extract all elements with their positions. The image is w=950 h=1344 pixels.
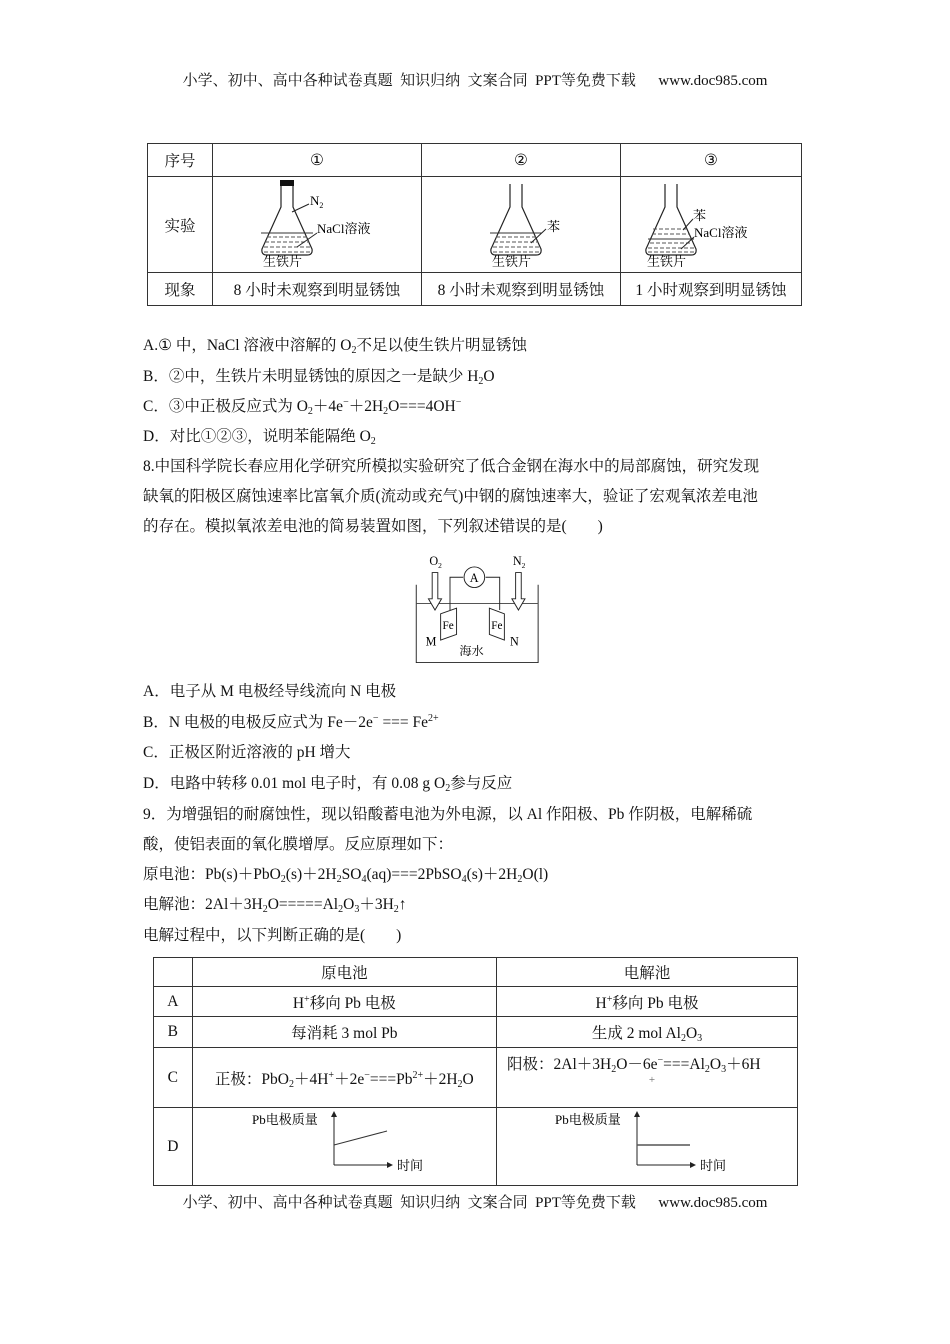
subscript: 2	[704, 1064, 710, 1075]
superscript: +	[304, 993, 310, 1005]
subscript: 2	[457, 1078, 463, 1090]
text-segment: ＋2H	[423, 1070, 458, 1088]
subscript: 2	[280, 874, 286, 885]
text-segment: 生成 2 mol Al	[591, 1025, 681, 1042]
subscript: 2	[338, 904, 344, 915]
electrolytic-cell	[497, 1017, 798, 1048]
text-segment: 电解过程中，以下判断正确的是( )	[143, 927, 402, 944]
page-footer: 小学、初中、高中各种试卷真题 知识归纳 文案合同 PPT等免费下载 www.doc985.com	[182, 1195, 768, 1211]
subscript: 4	[461, 874, 467, 885]
superscript: −	[364, 1069, 370, 1081]
q8-option-2	[143, 743, 351, 763]
text-segment: 参与反应	[450, 775, 513, 792]
text-segment: B．②中，生铁片未明显锈蚀的原因之一是缺少 H	[143, 368, 479, 385]
text-segment: SO	[341, 866, 362, 883]
text-segment: D．电路中转移 0.01 mol 电子时，有 0.08 g O	[143, 775, 446, 792]
q9-stem-line-3	[143, 895, 407, 915]
row-label: A	[154, 987, 193, 1017]
nacl-label: NaCl溶液	[317, 221, 371, 236]
q9-stem-line-1	[143, 835, 453, 855]
y-axis-label: Pb电极质量	[555, 1112, 621, 1127]
text-segment: 8.中国科学院长春应用化学研究所模拟实验研究了低合金钢在海水中的局部腐蚀，研究发现	[143, 458, 760, 475]
text-segment: 酸，使铝表面的氧化膜增厚。反应原理如下：	[143, 836, 454, 853]
table-row	[154, 987, 798, 1017]
text-segment: (aq)===2PbSO	[366, 866, 462, 883]
text-segment: O－6e	[616, 1056, 658, 1073]
subscript: 4	[361, 874, 367, 885]
text-segment: O	[462, 1070, 474, 1088]
subscript: 2	[445, 783, 451, 794]
subscript: 2	[370, 436, 376, 447]
text-segment: ＋4e	[312, 398, 344, 415]
text-segment: O	[685, 1025, 698, 1042]
iron-label: 生铁片	[263, 254, 303, 267]
benzene-label: 苯	[547, 219, 561, 234]
electrolysis-table	[153, 957, 798, 1186]
q7-option-0	[143, 336, 527, 356]
experiment-table	[147, 143, 802, 306]
increasing-line	[334, 1131, 387, 1145]
y-axis-label: Pb电极质量	[252, 1112, 319, 1127]
q7-option-1	[143, 367, 495, 387]
subscript: 2	[351, 345, 357, 356]
q8-stem-line-2	[143, 517, 603, 537]
text-segment: 移向 Pb 电极	[612, 994, 699, 1012]
row-header-phen: 现象	[148, 273, 213, 306]
header-electrolytic: 电解池	[497, 958, 798, 987]
col-3: ③	[621, 144, 802, 177]
text-segment: 的存在。模拟氧浓差电池的简易装置如图，下列叙述错误的是( )	[143, 518, 603, 535]
superscript: −	[372, 713, 379, 724]
electrolytic-graph-cell	[497, 1108, 798, 1186]
superscript: −	[657, 1055, 664, 1066]
subscript: 2	[517, 874, 523, 885]
text-segment: A．电子从 M 电极经导线流向 N 电极	[143, 683, 397, 700]
subscript: 2	[611, 1064, 617, 1075]
table-row	[154, 1108, 798, 1186]
m-label: M	[425, 634, 437, 649]
n2-label: $N_2$	[512, 554, 526, 570]
text-segment: ＋6H	[726, 1056, 761, 1073]
flask-1-cell	[213, 177, 422, 273]
superscript: 2+	[412, 1069, 424, 1081]
text-segment: O	[483, 368, 495, 385]
o2-label: $O_2$	[429, 554, 442, 570]
galvanic-cell	[192, 1017, 496, 1048]
table-row	[154, 1048, 798, 1108]
text-segment: 每消耗 3 mol Pb	[291, 1025, 398, 1042]
seawater-label: 海水	[459, 644, 484, 659]
q8-stem-line-1	[143, 487, 758, 507]
subscript: 2	[288, 1078, 294, 1090]
text-segment: 原电池：Pb(s)＋PbO	[143, 866, 281, 883]
flask-3-cell	[621, 177, 802, 273]
electrolytic-cell	[497, 987, 798, 1017]
o2-arrow-icon	[428, 573, 441, 611]
table-row	[154, 1017, 798, 1048]
iron-label: 生铁片	[647, 254, 687, 267]
q8-stem-line-0	[143, 457, 759, 477]
subscript: 2	[680, 1033, 686, 1044]
text-segment: O	[343, 896, 355, 913]
superscript: +	[606, 993, 613, 1005]
col-2: ②	[422, 144, 621, 177]
subscript: 2	[383, 406, 389, 417]
page-header: 小学、初中、高中各种试卷真题 知识归纳 文案合同 PPT等免费下载 www.doc985.com	[182, 73, 768, 89]
phenomenon-1: 8 小时未观察到明显锈蚀	[213, 273, 422, 306]
iron-label: 生铁片	[492, 254, 532, 267]
text-segment: (s)＋2H	[466, 866, 518, 883]
nacl-label: NaCl溶液	[694, 225, 748, 240]
row-label: B	[154, 1017, 193, 1048]
text-segment: ＋4H	[293, 1070, 329, 1088]
superscript: −	[343, 397, 349, 408]
text-segment: === Fe	[378, 714, 429, 731]
q8-option-3	[143, 774, 512, 794]
subscript: 3	[721, 1064, 727, 1075]
benzene-label: 苯	[693, 208, 707, 223]
mass-time-graph	[497, 1108, 797, 1180]
text-segment: 9．为增强铝的耐腐蚀性，现以铅酸蓄电池为外电源，以 Al 作阳极、Pb 作阴极，电解稀硫	[143, 806, 753, 823]
subscript: 3	[697, 1033, 703, 1044]
oxygen-concentration-cell-diagram	[405, 548, 555, 673]
q8-option-0	[143, 682, 396, 702]
subscript: 2	[336, 874, 342, 885]
text-segment: H	[292, 994, 305, 1012]
text-segment: 电解池：2Al＋3H	[143, 896, 263, 913]
text-segment: 正极：PbO	[214, 1070, 289, 1088]
text-segment: (s)＋2H	[285, 866, 337, 883]
text-segment: D．对比①②③，说明苯能隔绝 O	[143, 428, 371, 445]
flask-2-cell	[422, 177, 621, 273]
text-segment: O(l)	[522, 866, 549, 883]
text-segment: 不足以使生铁片明显锈蚀	[356, 337, 528, 354]
col-1: ①	[213, 144, 422, 177]
q7-option-2	[143, 397, 461, 417]
subscript: 3	[354, 904, 360, 915]
n2-label: $N_2$	[310, 193, 324, 210]
n-label: N	[510, 634, 519, 649]
text-segment: ＋2e	[334, 1070, 365, 1088]
text-segment: A.① 中，NaCl 溶液中溶解的 O	[143, 337, 352, 354]
text-segment: C．正极区附近溶液的 pH 增大	[143, 744, 351, 761]
text-segment: C．③中正极反应式为 O	[143, 398, 308, 415]
text-segment: ↑	[398, 896, 407, 913]
flask-nacl-n2-diagram	[217, 177, 417, 267]
text-segment: B．N 电极的电极反应式为 Fe－2e	[143, 714, 373, 731]
text-segment: ＋2H	[348, 398, 384, 415]
q8-option-1	[143, 713, 439, 733]
galvanic-graph-cell	[192, 1108, 496, 1186]
phenomenon-3: 1 小时观察到明显锈蚀	[621, 273, 802, 306]
corner-cell	[154, 958, 193, 987]
x-axis-label: 时间	[397, 1158, 424, 1173]
q7-option-3	[143, 427, 376, 447]
x-axis-label: 时间	[700, 1158, 727, 1173]
subscript: 2	[307, 406, 313, 417]
row-label: C	[154, 1048, 193, 1108]
superscript: 2+	[428, 713, 439, 724]
electrolytic-cell	[497, 1048, 798, 1108]
flask-benzene-nacl-diagram	[621, 177, 801, 267]
subscript: 2	[262, 904, 268, 915]
subscript: 2	[393, 904, 399, 915]
galvanic-cell	[192, 1048, 496, 1108]
text-segment: ===Al	[663, 1056, 705, 1073]
row-header-exp: 实验	[148, 177, 213, 273]
text-segment: O	[709, 1056, 722, 1073]
text-segment: H	[595, 994, 607, 1012]
wrapped-superscript: +	[648, 1074, 656, 1086]
q9-stem-line-0	[143, 805, 752, 825]
phenomenon-2: 8 小时未观察到明显锈蚀	[422, 273, 621, 306]
fe-left-label: Fe	[442, 619, 454, 632]
q9-stem-line-2	[143, 865, 548, 885]
row-label: D	[154, 1108, 193, 1186]
ammeter-label: A	[469, 570, 479, 585]
subscript: 2	[478, 376, 484, 387]
text-segment: ＋3H	[359, 896, 394, 913]
galvanic-cell	[192, 987, 496, 1017]
header-galvanic: 原电池	[192, 958, 496, 987]
text-segment: 阳极：2Al＋3H	[507, 1056, 612, 1073]
text-segment: O===4OH	[388, 398, 456, 415]
q9-stem-line-4	[143, 926, 401, 946]
superscript: +	[328, 1069, 335, 1081]
text-segment: O=====Al	[267, 896, 339, 913]
text-segment: ===Pb	[369, 1070, 413, 1088]
text-segment: 移向 Pb 电极	[309, 994, 396, 1012]
superscript: −	[455, 397, 462, 408]
mass-time-graph	[194, 1108, 494, 1180]
flask-benzene-diagram	[426, 177, 616, 267]
text-segment: 缺氧的阳极区腐蚀速率比富氧介质(流动或充气)中钢的腐蚀速率大，验证了宏观氧浓差电池	[143, 488, 758, 505]
row-header-seq: 序号	[148, 144, 213, 177]
n2-arrow-icon	[512, 573, 525, 611]
fe-right-label: Fe	[491, 619, 503, 632]
